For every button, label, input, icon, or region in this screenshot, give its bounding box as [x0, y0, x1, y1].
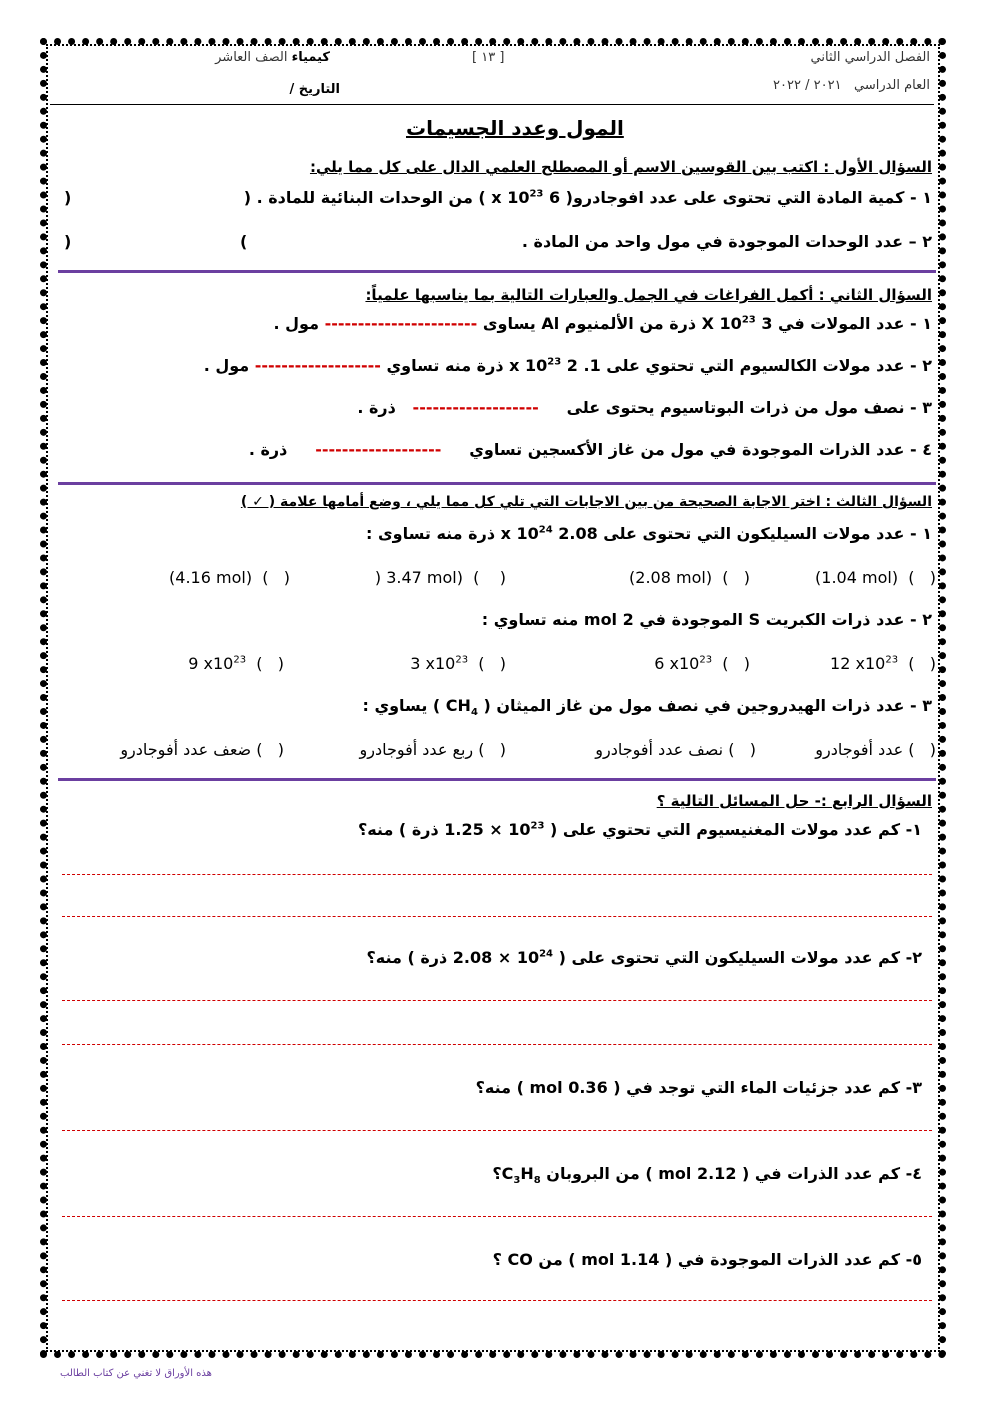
answer-line[interactable]	[62, 916, 932, 917]
q3-1-option-3[interactable]: ( ) 3.47 mol) (	[374, 568, 506, 587]
year-row	[773, 78, 930, 93]
section-divider-1	[58, 270, 936, 273]
q3-item-2-stem: ٢ - عدد ذرات الكبريت S الموجودة في 2 mol منه تساوي :	[481, 610, 932, 629]
q3-1-option-2[interactable]: ( ) (2.08 mol)	[629, 568, 750, 587]
page-number: [ ١٣ ]	[472, 50, 505, 65]
q2-item-3: ٣ - نصف مول من ذرات البوتاسيوم يحتوى على ------------------- ذرة .	[357, 398, 932, 417]
q3-2-option-1[interactable]: ( ) 12 $x10^{23}$	[830, 654, 936, 673]
q2-heading: السؤال الثاني : أكمل الفراغات في الجمل والعبارات التالية بما يناسبها علمياً:	[365, 286, 932, 304]
q1-item-2-close: )	[64, 232, 72, 251]
q3-2-option-4[interactable]: ( ) 9 $x10^{23}$	[188, 654, 284, 673]
q1-item-1: ١ - كمية المادة التي تحتوى على عدد افوجادرو( 6 x $10^{23}$ ) من الوحدات البنائية للمادة . (	[243, 188, 932, 207]
q3-3-option-4[interactable]: ( ) ضعف عدد أفوجادرو	[120, 740, 284, 759]
q3-3-option-1[interactable]: ( ) عدد أفوجادرو	[815, 740, 936, 759]
q4-problem-1: ١- كم عدد مولات المغنيسيوم التي تحتوي على ( $10^{23} \times 1.25$ ذرة ) منه؟	[357, 820, 922, 839]
q3-3-option-2[interactable]: ( ) نصف عدد أفوجادرو	[595, 740, 756, 759]
subject-grade	[190, 50, 330, 65]
year-value: ٢٠٢١ / ٢٠٢٢	[773, 78, 842, 93]
answer-line[interactable]	[62, 1300, 932, 1301]
q3-heading: السؤال الثالث : اختر الاجابة الصحيحة من بين الاجابات التي تلي كل مما يلي ، وضع أمامها علامة ( ✓ )	[240, 494, 932, 510]
q4-problem-4: ٤- كم عدد الذرات في ( 2.12 mol ) من البروبان $C_3H_8؟$	[492, 1164, 922, 1187]
q4-problem-2: ٢- كم عدد مولات السيليكون التي تحتوى على ( $10^{24} \times 2.08$ ذرة ) منه؟	[366, 948, 922, 967]
q1-item-1-close: )	[64, 188, 72, 207]
q4-problem-5: ٥- كم عدد الذرات الموجودة في ( 1.14 mol ) من CO ؟	[492, 1250, 922, 1269]
q4-heading: السؤال الرابع :- حل المسائل التالية ؟	[656, 792, 932, 810]
q3-2-option-2[interactable]: ( ) 6 $x10^{23}$	[654, 654, 750, 673]
answer-line[interactable]	[62, 1130, 932, 1131]
blank[interactable]: -------------------	[254, 356, 381, 375]
q3-1-option-4[interactable]: ( ) (4.16 mol)	[169, 568, 290, 587]
q3-3-option-3[interactable]: ( ) ربع عدد أفوجادرو	[359, 740, 506, 759]
q3-item-1-stem: ١ - عدد مولات السيليكون التي تحتوى على 2.08 x $10^{24}$ ذرة منه تساوى :	[366, 524, 932, 543]
q2-item-4: ٤ - عدد الذرات الموجودة في مول من غاز الأكسجين تساوي ------------------- ذرة .	[248, 440, 932, 459]
q3-2-option-3[interactable]: ( ) 3 $x10^{23}$	[410, 654, 506, 673]
answer-line[interactable]	[62, 1000, 932, 1001]
q1-item-2-open: (	[240, 232, 248, 251]
q4-problem-3: ٣- كم عدد جزئيات الماء التي توجد في ( 0.36 mol ) منه؟	[475, 1078, 922, 1097]
q2-item-2: ٢ - عدد مولات الكالسيوم التي تحتوي على 1. 2 x $10^{23}$ ذرة منه تساوي ------------------- مول .	[203, 356, 932, 375]
header-divider	[50, 104, 934, 105]
answer-line[interactable]	[62, 874, 932, 875]
year-label: العام الدراسي	[853, 78, 930, 93]
q1-item-2: ٢ – عدد الوحدات الموجودة في مول واحد من المادة .	[521, 232, 932, 251]
q3-item-3-stem: ٣ - عدد ذرات الهيدروجين في نصف مول من غاز الميثان ( $CH_4$ ) يساوي :	[362, 696, 932, 719]
q3-1-option-1[interactable]: ( ) (1.04 mol)	[815, 568, 936, 587]
q2-item-1: ١ - عدد المولات في 3 X $10^{23}$ ذرة من الألمنيوم Al يساوى ----------------------- مول .	[273, 314, 932, 333]
blank[interactable]: -------------------	[315, 440, 442, 459]
grade: الصف العاشر	[215, 50, 288, 65]
footer-note: هذه الأوراق لا تغني عن كتاب الطالب	[60, 1368, 212, 1379]
answer-line[interactable]	[62, 1044, 932, 1045]
date-label: التاريخ /	[289, 82, 340, 97]
section-divider-3	[58, 778, 936, 781]
answer-line[interactable]	[62, 1216, 932, 1217]
blank[interactable]: -------------------	[412, 398, 539, 417]
blank[interactable]: -----------------------	[324, 314, 478, 333]
section-divider-2	[58, 482, 936, 485]
semester-label: الفصل الدراسي الثاني	[810, 50, 930, 65]
page-title: المول وعدد الجسيمات	[406, 116, 624, 140]
subject: كيمياء	[291, 50, 330, 65]
q1-heading: السؤال الأول : اكتب بين القوسين الاسم أو المصطلح العلمي الدال على كل مما يلي:	[309, 158, 932, 176]
